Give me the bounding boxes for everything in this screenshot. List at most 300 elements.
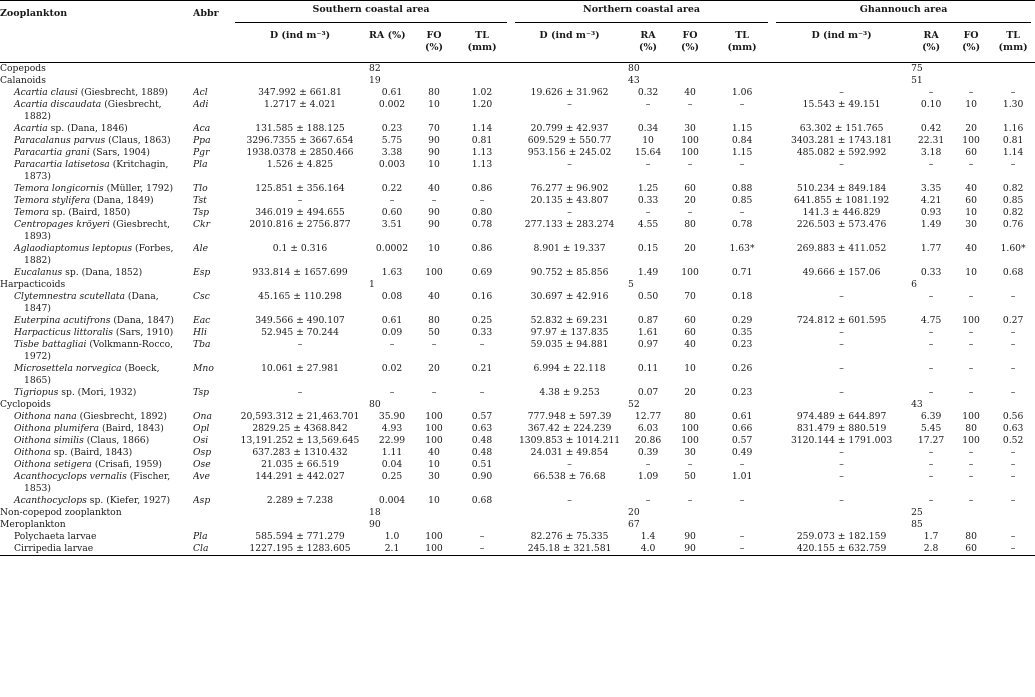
ra-cell: – (928, 87, 934, 98)
fo-cell: – (687, 459, 693, 470)
density-cell: – (567, 459, 572, 470)
ra-cell: 4.93 (381, 423, 403, 434)
species-name (0, 243, 193, 267)
density-cell: 349.566 ± 490.107 (255, 315, 345, 326)
fo-cell: 50 (428, 327, 440, 338)
tl-cell: 0.86 (471, 183, 493, 194)
table-row (0, 123, 1035, 135)
species-name (0, 495, 193, 507)
table-row (0, 459, 1035, 471)
ra-cell: 17.27 (917, 435, 945, 446)
ra-cell: – (645, 459, 651, 470)
density-cell: – (839, 471, 844, 482)
table-row (0, 135, 1035, 147)
species-binomial: Clytemnestra scutellata (14, 291, 125, 302)
density-cell: 1309.853 ± 1014.211 (518, 435, 621, 446)
tl-cell: – (1010, 159, 1016, 170)
group-percent: 75 (911, 63, 923, 74)
tl-cell: – (1010, 363, 1016, 374)
table-row (0, 531, 1035, 543)
ra-cell: 0.0002 (375, 243, 409, 254)
species-binomial: Oithona (14, 447, 52, 458)
fo-cell: 80 (428, 87, 440, 98)
fo-cell: 10 (428, 243, 440, 254)
species-authority: (Claus, 1866) (83, 435, 150, 446)
species-name (0, 147, 193, 159)
fo-cell: – (968, 459, 974, 470)
tl-cell: – (1010, 87, 1016, 98)
ra-cell: 0.33 (920, 267, 942, 278)
tl-cell: 0.82 (1002, 183, 1024, 194)
tl-cell: 0.48 (471, 447, 493, 458)
ra-cell: 0.33 (637, 195, 659, 206)
fo-cell: 40 (684, 87, 696, 98)
density-cell: 21.035 ± 66.519 (261, 459, 339, 470)
tl-cell: – (1010, 459, 1016, 470)
fo-cell: 20 (684, 195, 696, 206)
tl-cell: 1.20 (471, 99, 493, 110)
species-authority-continued: 1873) (24, 171, 51, 182)
table-row (0, 339, 1035, 363)
density-cell: – (839, 447, 844, 458)
species-authority-continued: 1847) (24, 303, 51, 314)
abbreviation: Osi (193, 435, 209, 446)
tl-cell: 0.21 (471, 363, 493, 374)
density-cell: 20,593.312 ± 21,463.701 (240, 411, 360, 422)
fo-cell: 100 (425, 267, 443, 278)
density-cell: 2010.816 ± 2756.877 (249, 219, 351, 230)
tl-cell: 0.71 (731, 267, 753, 278)
fo-cell: – (968, 387, 974, 398)
header-zooplankton: Zooplankton (0, 1, 193, 27)
ra-cell: 6.39 (920, 411, 942, 422)
density-cell: 52.832 ± 69.231 (530, 315, 609, 326)
fo-cell: – (687, 495, 693, 506)
tl-cell: 1.15 (731, 123, 753, 134)
fo-cell: – (968, 495, 974, 506)
density-cell: 2.289 ± 7.238 (266, 495, 334, 506)
density-cell: 2829.25 ± 4368.842 (252, 423, 348, 434)
ra-cell: 0.11 (637, 363, 659, 374)
species-name (0, 327, 193, 339)
species-name (0, 459, 193, 471)
ra-cell: 3.51 (381, 219, 403, 230)
ra-cell: 15.64 (634, 147, 662, 158)
header-tl-southern: TL (mm) (453, 26, 511, 63)
tl-cell: 0.51 (471, 459, 493, 470)
fo-cell: 100 (425, 531, 443, 542)
fo-cell: 40 (428, 291, 440, 302)
group-row (0, 519, 1035, 531)
table-row (0, 327, 1035, 339)
species-authority: (Müller, 1792) (103, 183, 174, 194)
fo-cell: 10 (965, 267, 977, 278)
species-name (0, 195, 193, 207)
species-authority: (Kritchagin, (109, 159, 169, 170)
density-cell: 1.526 ± 4.825 (266, 159, 334, 170)
tl-cell: – (479, 387, 485, 398)
group-row (0, 75, 1035, 87)
density-cell: – (839, 327, 844, 338)
density-cell: – (839, 459, 844, 470)
ra-cell: – (389, 195, 395, 206)
species-authority: (Crisafi, 1959) (91, 459, 162, 470)
density-cell: – (567, 99, 572, 110)
abbreviation: Aca (193, 123, 211, 134)
fo-cell: 50 (684, 471, 696, 482)
group-percent: 67 (628, 519, 640, 530)
group-row (0, 63, 1035, 76)
ra-cell: 1.49 (920, 219, 942, 230)
species-binomial: Cirripedia larvae (14, 543, 94, 554)
tl-cell: – (479, 195, 485, 206)
ra-cell: 1.09 (637, 471, 659, 482)
fo-cell: – (431, 387, 437, 398)
density-cell: 20.799 ± 42.937 (530, 123, 609, 134)
tl-cell: 1.16 (1002, 123, 1024, 134)
density-cell: 585.594 ± 771.279 (255, 531, 345, 542)
abbreviation: Hli (193, 327, 207, 338)
tl-cell: 0.35 (731, 327, 753, 338)
ra-cell: – (645, 495, 651, 506)
density-cell: 485.082 ± 592.992 (796, 147, 887, 158)
ra-cell: 0.09 (381, 327, 403, 338)
tl-cell: – (1010, 339, 1016, 350)
density-cell: – (839, 363, 844, 374)
fo-cell: 30 (965, 219, 977, 230)
species-name (0, 219, 193, 243)
ra-cell: 1.77 (920, 243, 942, 254)
species-binomial: Paracalanus parvus (14, 135, 106, 146)
abbreviation: Adi (193, 99, 209, 110)
abbreviation: Cla (193, 543, 231, 556)
ra-cell: 0.34 (637, 123, 659, 134)
header-fo-ghannouch: FO (%) (951, 26, 991, 63)
species-name (0, 339, 193, 363)
abbreviation: Tsp (193, 387, 210, 398)
fo-cell: 100 (681, 423, 699, 434)
tl-cell: – (479, 339, 485, 350)
ra-cell: 35.90 (378, 411, 406, 422)
tl-cell: 0.81 (471, 135, 493, 146)
abbreviation: Tsp (193, 207, 210, 218)
fo-cell: 100 (415, 543, 453, 556)
density-cell: 144.291 ± 442.027 (255, 471, 345, 482)
ra-cell: 0.08 (381, 291, 403, 302)
tl-cell: – (1010, 291, 1016, 302)
density-cell: 19.626 ± 31.962 (530, 87, 609, 98)
tl-cell: 1.30 (1002, 99, 1024, 110)
fo-cell: – (968, 327, 974, 338)
abbreviation: Pla (193, 531, 208, 542)
fo-cell: 40 (684, 339, 696, 350)
abbreviation: Pla (193, 159, 208, 170)
group-percent: 25 (911, 507, 923, 518)
species-binomial: Oithona plumifera (14, 423, 100, 434)
abbreviation: Ave (193, 471, 210, 482)
species-authority: (Sars, 1910) (112, 327, 174, 338)
ra-cell: 20.86 (634, 435, 662, 446)
species-binomial: Tigriopus (14, 387, 59, 398)
ra-cell: 0.93 (920, 207, 942, 218)
header-tl-northern: TL (mm) (712, 26, 772, 63)
tl-cell: 0.63 (1002, 423, 1024, 434)
ra-cell: 3.38 (381, 147, 403, 158)
fo-cell: 100 (681, 147, 699, 158)
header-ghannouch: Ghannouch area (772, 1, 1035, 27)
ra-cell: 5.45 (920, 423, 942, 434)
species-authority: (Fischer, (126, 471, 171, 482)
ra-cell: – (928, 447, 934, 458)
species-name (0, 447, 193, 459)
table-row (0, 183, 1035, 195)
density-cell: 953.156 ± 245.02 (527, 147, 612, 158)
tl-cell: – (1010, 447, 1016, 458)
header-d-ghannouch: D (ind m⁻³) (772, 26, 911, 63)
fo-cell: 30 (684, 123, 696, 134)
species-authority: sp. (Dana, 1846) (47, 123, 128, 134)
tl-cell: – (453, 543, 511, 556)
abbreviation: Tba (193, 339, 211, 350)
density-cell: 3296.7355 ± 3667.654 (246, 135, 354, 146)
fo-cell: 60 (684, 183, 696, 194)
fo-cell: 90 (428, 207, 440, 218)
density-cell: 30.697 ± 42.916 (530, 291, 609, 302)
tl-cell: 1.06 (731, 87, 753, 98)
ra-cell: 0.23 (381, 123, 403, 134)
density-cell: 131.585 ± 188.125 (255, 123, 345, 134)
species-binomial: Tisbe battagliai (14, 339, 87, 350)
species-authority: (Dana, (124, 291, 159, 302)
fo-cell: 100 (425, 411, 443, 422)
density-cell: – (297, 195, 303, 206)
species-name (0, 123, 193, 135)
density-cell: 4.38 ± 9.253 (539, 387, 600, 398)
tl-cell: 0.29 (731, 315, 753, 326)
tl-cell: 0.48 (471, 435, 493, 446)
species-binomial: Harpacticus littoralis (14, 327, 113, 338)
ra-cell: 0.60 (381, 207, 403, 218)
ra-cell: – (928, 159, 934, 170)
density-cell: 24.031 ± 49.854 (530, 447, 609, 458)
tl-cell: 0.76 (1002, 219, 1024, 230)
species-binomial: Acartia discaudata (14, 99, 102, 110)
density-cell: 777.948 ± 597.39 (527, 411, 612, 422)
tl-cell: 0.85 (1002, 195, 1024, 206)
fo-cell: – (968, 339, 974, 350)
tl-cell: – (1010, 495, 1016, 506)
abbreviation: Acl (193, 87, 208, 98)
fo-cell: 20 (684, 243, 696, 254)
tl-cell: 0.33 (471, 327, 493, 338)
header-d-southern: D (ind m⁻³) (231, 26, 369, 63)
tl-cell: – (739, 159, 745, 170)
density-cell: 125.851 ± 356.164 (255, 183, 345, 194)
species-authority: sp. (Dana, 1852) (62, 267, 143, 278)
fo-cell: – (431, 195, 437, 206)
table-row (0, 207, 1035, 219)
ra-cell: 4.55 (637, 219, 659, 230)
density-cell: 277.133 ± 283.274 (524, 219, 615, 230)
ra-cell: – (928, 471, 934, 482)
abbreviation: Esp (193, 267, 211, 278)
species-binomial: Acartia (14, 123, 48, 134)
fo-cell: – (431, 339, 437, 350)
species-binomial: Microsettela norvegica (14, 363, 122, 374)
ra-cell: 1.63 (381, 267, 403, 278)
ra-cell: – (928, 363, 934, 374)
ra-cell: 0.22 (381, 183, 403, 194)
species-authority: (Volkmann-Rocco, (86, 339, 174, 350)
tl-cell: 0.23 (731, 387, 753, 398)
ra-cell: – (389, 387, 395, 398)
species-name (0, 267, 193, 279)
abbreviation: Tst (193, 195, 207, 206)
abbreviation: Csc (193, 291, 210, 302)
fo-cell: 90 (428, 219, 440, 230)
ra-cell: – (928, 339, 934, 350)
species-binomial: Centropages kröyeri (14, 219, 110, 230)
tl-cell: 0.81 (1002, 135, 1024, 146)
ra-cell: 0.04 (381, 459, 403, 470)
density-cell: – (567, 207, 572, 218)
species-binomial: Oithona similis (14, 435, 84, 446)
tl-cell: 1.14 (1002, 147, 1024, 158)
table-row (0, 363, 1035, 387)
fo-cell: – (968, 159, 974, 170)
species-name (0, 291, 193, 315)
density-cell: 269.883 ± 411.052 (796, 243, 887, 254)
fo-cell: – (687, 159, 693, 170)
ra-cell: 0.02 (381, 363, 403, 374)
tl-cell: 0.78 (471, 219, 493, 230)
density-cell: 76.277 ± 96.902 (530, 183, 609, 194)
fo-cell: 100 (681, 267, 699, 278)
density-cell: 82.276 ± 75.335 (530, 531, 609, 542)
density-cell: – (839, 495, 844, 506)
density-cell: 6.994 ± 22.118 (533, 363, 606, 374)
fo-cell: 70 (428, 123, 440, 134)
ra-cell: 0.50 (637, 291, 659, 302)
tl-cell: 1.60* (1000, 243, 1026, 254)
ra-cell: 0.15 (637, 243, 659, 254)
fo-cell: 90 (668, 543, 712, 556)
header-d-northern: D (ind m⁻³) (511, 26, 628, 63)
density-cell: – (839, 387, 844, 398)
tl-cell: 0.84 (731, 135, 753, 146)
fo-cell: 100 (425, 435, 443, 446)
ra-cell: – (928, 291, 934, 302)
table-row (0, 543, 1035, 556)
ra-cell: 1.61 (637, 327, 659, 338)
tl-cell: 1.02 (471, 87, 493, 98)
density-cell: – (839, 159, 844, 170)
ra-cell: – (389, 339, 395, 350)
tl-cell: 0.68 (1002, 267, 1024, 278)
species-authority: (Dana, 1849) (90, 195, 154, 206)
species-authority: (Claus, 1863) (105, 135, 171, 146)
fo-cell: 20 (684, 387, 696, 398)
fo-cell: 40 (428, 183, 440, 194)
density-cell: 90.752 ± 85.856 (530, 267, 609, 278)
ra-cell: – (645, 159, 651, 170)
table-row (0, 495, 1035, 507)
species-name (0, 183, 193, 195)
tl-cell: 0.27 (1002, 315, 1024, 326)
fo-cell: 10 (965, 99, 977, 110)
table-row (0, 87, 1035, 99)
fo-cell: 30 (684, 447, 696, 458)
tl-cell: – (739, 531, 745, 542)
table-row (0, 159, 1035, 183)
header-ra-northern: RA (%) (628, 26, 668, 63)
species-authority: (Giesbrecht, 1889) (77, 87, 169, 98)
ra-cell: 4.75 (920, 315, 942, 326)
fo-cell: 70 (684, 291, 696, 302)
tl-cell: 0.61 (731, 411, 753, 422)
density-cell: 45.165 ± 110.298 (258, 291, 342, 302)
density-cell: 831.479 ± 880.519 (796, 423, 887, 434)
group-percent: 82 (369, 63, 381, 74)
header-northern: Northern coastal area (511, 1, 772, 27)
fo-cell: 90 (428, 135, 440, 146)
group-percent: 51 (911, 75, 923, 86)
group-name: Non-copepod zooplankton (0, 507, 122, 518)
density-cell: 1938.0378 ± 2850.466 (246, 147, 354, 158)
ra-cell: – (928, 387, 934, 398)
density-cell: 49.666 ± 157.06 (802, 267, 881, 278)
fo-cell: 40 (965, 243, 977, 254)
group-percent: 52 (628, 399, 640, 410)
ra-cell: 4.0 (628, 543, 668, 556)
species-authority: (Dana, 1847) (110, 315, 174, 326)
density-cell: 510.234 ± 849.184 (796, 183, 887, 194)
fo-cell: 90 (428, 147, 440, 158)
fo-cell: 80 (965, 423, 977, 434)
density-cell: 15.543 ± 49.151 (802, 99, 881, 110)
density-cell: 1.2717 ± 4.021 (264, 99, 336, 110)
ra-cell: 22.31 (917, 135, 945, 146)
density-cell: 59.035 ± 94.881 (530, 339, 609, 350)
species-authority: (Boeck, (121, 363, 160, 374)
species-name (0, 435, 193, 447)
density-cell: 97.97 ± 137.835 (530, 327, 609, 338)
tl-cell: – (1010, 471, 1016, 482)
species-name (0, 159, 193, 183)
tl-cell: 1.13 (471, 159, 493, 170)
table-row (0, 219, 1035, 243)
group-percent: 18 (369, 507, 381, 518)
density-cell: 3120.144 ± 1791.003 (790, 435, 893, 446)
species-binomial: Temora stylifera (14, 195, 91, 206)
group-percent: 19 (369, 75, 381, 86)
density-cell: 10.061 ± 27.981 (261, 363, 339, 374)
density-cell: 226.503 ± 573.476 (796, 219, 887, 230)
group-percent: 6 (911, 279, 917, 290)
tl-cell: 0.66 (731, 423, 753, 434)
ra-cell: 5.75 (381, 135, 403, 146)
group-row (0, 399, 1035, 411)
abbreviation: Ckr (193, 219, 210, 230)
abbreviation: Ose (193, 459, 211, 470)
abbreviation: Ona (193, 411, 212, 422)
fo-cell: 80 (965, 531, 977, 542)
fo-cell: 60 (965, 195, 977, 206)
density-cell: 724.812 ± 601.595 (796, 315, 887, 326)
species-name (0, 471, 193, 495)
species-binomial: Temora longicornis (14, 183, 104, 194)
ra-cell: 12.77 (634, 411, 662, 422)
